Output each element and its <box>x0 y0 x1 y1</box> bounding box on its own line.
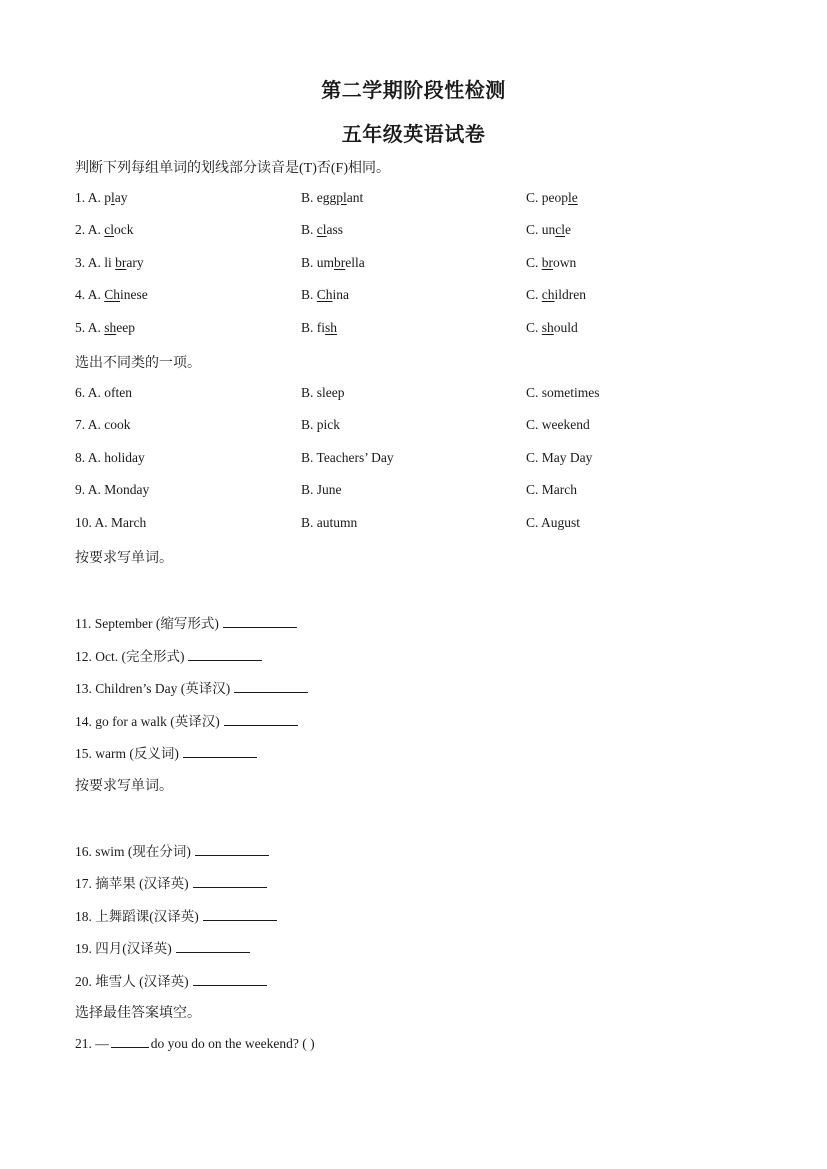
question-16: 16. swim (现在分词) <box>75 840 269 860</box>
question-20: 20. 堆雪人 (汉译英) <box>75 970 267 990</box>
question-row-7 <box>75 417 775 437</box>
option-b: B. pick <box>301 417 340 432</box>
underlined-letters: cl <box>104 222 115 237</box>
question-row-5 <box>75 320 775 340</box>
option-c: C. children <box>526 287 587 302</box>
option-a: 9. A. Monday <box>75 482 150 497</box>
question-row-8 <box>75 450 775 470</box>
option-b: B. Teachers’ Day <box>301 450 394 465</box>
option-c: C. brown <box>526 255 577 270</box>
question-row-9 <box>75 482 775 502</box>
option-c: C. August <box>526 515 581 530</box>
answer-blank[interactable] <box>234 680 308 693</box>
underlined-letters: le <box>568 190 578 205</box>
option-a: 3. A. li brary <box>75 255 144 270</box>
option-a: 7. A. cook <box>75 417 131 432</box>
section-heading-write-words: 按要求写单词。 <box>75 551 173 566</box>
question-18: 18. 上舞蹈课(汉译英) <box>75 905 277 925</box>
answer-blank[interactable] <box>223 615 297 628</box>
option-a: 4. A. Chinese <box>75 287 148 302</box>
answer-blank[interactable] <box>188 648 262 661</box>
answer-blank[interactable] <box>176 940 250 953</box>
section-heading-best-answer: 选择最佳答案填空。 <box>75 1006 201 1021</box>
option-b: B. eggplant <box>301 190 364 205</box>
option-c: C. uncle <box>526 222 572 237</box>
answer-blank[interactable] <box>183 745 257 758</box>
question-13: 13. Children’s Day (英译汉) <box>75 677 308 697</box>
option-a: 5. A. sheep <box>75 320 136 335</box>
option-b: B. class <box>301 222 344 237</box>
section-heading-pronunciation: 判断下列每组单词的划线部分读音是(T)否(F)相同。 <box>75 161 390 176</box>
underlined-letters: pl <box>336 190 347 205</box>
option-b: B. June <box>301 482 342 497</box>
option-a: 2. A. clock <box>75 222 134 237</box>
option-c: C. weekend <box>526 417 590 432</box>
underlined-letters: br <box>541 255 554 270</box>
underlined-letters: br <box>334 255 346 270</box>
underlined-letters: cl <box>555 222 566 237</box>
underlined-letters: Ch <box>316 287 333 302</box>
option-a: 6. A. often <box>75 385 132 400</box>
underlined-letters: sh <box>541 320 554 335</box>
question-row-10 <box>75 515 775 535</box>
section-heading-odd-one-out: 选出不同类的一项。 <box>75 356 201 371</box>
option-c: C. May Day <box>526 450 593 465</box>
option-b: B. autumn <box>301 515 358 530</box>
page-title: 第二学期阶段性检测 <box>321 80 506 102</box>
underlined-letters: sh <box>104 320 117 335</box>
question-row-6 <box>75 385 775 405</box>
question-row-2 <box>75 222 775 242</box>
option-b: B. China <box>301 287 350 302</box>
section-heading-write-words-2: 按要求写单词。 <box>75 779 173 794</box>
underlined-letters: ch <box>541 287 555 302</box>
option-c: C. should <box>526 320 578 335</box>
option-a: 8. A. holiday <box>75 450 145 465</box>
question-11: 11. September (缩写形式) <box>75 612 297 632</box>
option-c: C. sometimes <box>526 385 600 400</box>
question-21: 21. — do you do on the weekend? ( ) <box>75 1036 315 1051</box>
question-row-4 <box>75 287 775 307</box>
option-c: C. March <box>526 482 577 497</box>
answer-blank[interactable] <box>195 843 269 856</box>
answer-blank[interactable] <box>193 875 267 888</box>
option-a: 10. A. March <box>75 515 147 530</box>
question-14: 14. go for a walk (英译汉) <box>75 710 298 730</box>
underlined-letters: cl <box>316 222 327 237</box>
answer-blank[interactable] <box>203 908 277 921</box>
question-17: 17. 摘苹果 (汉译英) <box>75 872 267 892</box>
underlined-letters: l <box>111 190 115 205</box>
question-19: 19. 四月(汉译英) <box>75 937 250 957</box>
question-15: 15. warm (反义词) <box>75 742 257 762</box>
question-12: 12. Oct. (完全形式) <box>75 645 262 665</box>
underlined-letters: br <box>115 255 127 270</box>
question-row-3 <box>75 255 775 275</box>
option-c: C. people <box>526 190 578 205</box>
underlined-letters: Ch <box>104 287 121 302</box>
answer-blank[interactable] <box>224 713 298 726</box>
question-row-1 <box>75 190 775 210</box>
option-b: B. sleep <box>301 385 345 400</box>
option-a: 1. A. play <box>75 190 128 205</box>
option-b: B. umbrella <box>301 255 365 270</box>
answer-blank[interactable] <box>193 973 267 986</box>
option-b: B. fish <box>301 320 338 335</box>
underlined-letters: sh <box>325 320 338 335</box>
answer-blank[interactable] <box>111 1035 149 1048</box>
page-subtitle: 五年级英语试卷 <box>341 124 486 146</box>
